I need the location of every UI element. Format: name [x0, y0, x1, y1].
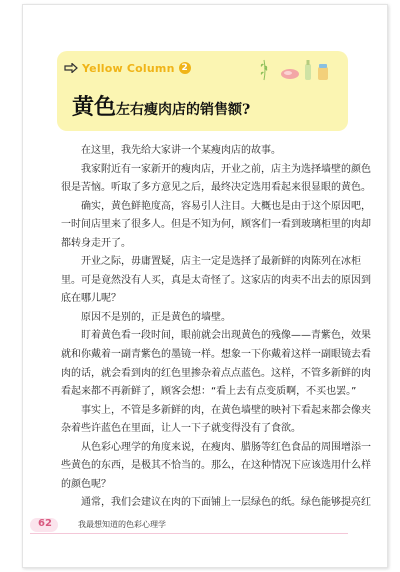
paragraph — [61, 161, 371, 198]
decoration-illustration — [258, 58, 338, 82]
text-line: 很是苦恼。听取了多方意见之后，最终决定选用看起来很显眼的黄色。 — [61, 182, 371, 194]
text-line: 盯着黄色看一段时间，眼前就会出现黄色的残像——青紫色，效果 — [81, 330, 371, 342]
text-line: 的颜色呢？ — [61, 478, 111, 490]
paragraph — [61, 309, 348, 328]
paragraph — [61, 198, 371, 254]
footer-divider — [30, 533, 348, 534]
title-highlight: 黄色 — [72, 94, 117, 120]
text-line: 我家附近有一家新开的瘦肉店，开业之前，店主为选择墙壁的颜色 — [81, 163, 371, 175]
text-line: 里。可是竟然没有人买，真是太奇怪了。这家店的肉卖不出去的原因到 — [61, 274, 371, 286]
text-line: 底在哪儿呢？ — [61, 293, 121, 305]
leaf-icon — [261, 60, 267, 80]
article-body — [61, 142, 371, 513]
text-line: 看起来都不再新鲜了，顾客会想：“看上去有点变质啊，不买也罢。” — [61, 386, 357, 398]
book-title: 我最想知道的色彩心理学 — [78, 520, 166, 529]
paragraph — [61, 494, 371, 513]
paragraph — [61, 253, 371, 309]
meat-icon — [281, 69, 299, 79]
text-line: 确实，黄色鲜艳度高，容易引人注目。大概也是由于这个原因吧， — [81, 200, 371, 212]
text-line: 开业之际，毋庸置疑，店主一定是选择了最新鲜的肉陈列在冰柜 — [81, 256, 361, 268]
title-rest: 左右瘦肉店的销售额? — [116, 102, 251, 118]
text-line: 在这里，我先给大家讲一个某瘦肉店的故事。 — [81, 145, 281, 156]
column-number-badge: 2 — [179, 62, 191, 74]
page-number: 62 — [38, 518, 52, 529]
text-line: 杂着些许蓝色在里面，让人一下子就变得没有了食欲。 — [61, 423, 301, 435]
text-line: 原因不是别的，正是黄色的墙壁。 — [81, 311, 231, 323]
paragraph — [61, 142, 348, 161]
page-footer — [30, 516, 360, 536]
paragraph — [61, 402, 371, 439]
text-line: 通常，我们会建议在肉的下面铺上一层绿色的纸。绿色能够提亮红 — [81, 497, 371, 509]
text-line: 事实上，不管是多新鲜的肉，在黄色墙壁的映衬下看起来都会像夹 — [81, 404, 371, 416]
text-line: 都转身走开了。 — [61, 237, 131, 249]
paragraph — [61, 327, 371, 401]
text-line: 一时间店里来了很多人。但是不知为何，顾客们一看到玻璃柜里的肉却 — [61, 219, 371, 231]
arrow-right-icon — [64, 63, 78, 73]
text-line: 些黄色的东西，是极其不恰当的。那么，在这种情况下应该选用什么样 — [61, 460, 371, 472]
column-label-row — [64, 60, 191, 76]
text-line: 肉的话，就会看到肉的红色里掺杂着点点蓝色。这样，不管多新鲜的肉 — [61, 367, 371, 379]
jar-icon — [318, 64, 328, 80]
text-line: 从色彩心理学的角度来说，在瘦肉、腊肠等红色食品的周围增添一 — [81, 441, 371, 453]
text-line: 就和你戴着一副青紫色的墨镜一样。想象一下你戴着这样一副眼镜去看 — [61, 349, 371, 361]
paragraph — [61, 439, 371, 495]
page-title — [72, 90, 250, 121]
bottle-icon — [305, 60, 311, 80]
column-label: Yellow Column — [82, 61, 175, 75]
